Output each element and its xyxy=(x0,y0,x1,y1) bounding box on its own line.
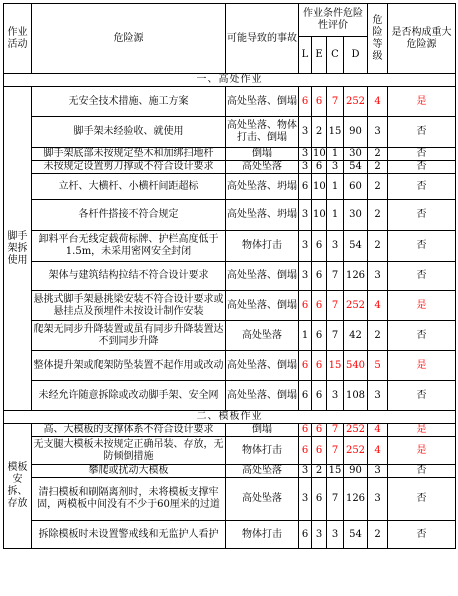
accident-cell: 物体打击 xyxy=(226,231,299,262)
hazard-cell: 各杆件搭接不符合规定 xyxy=(32,200,226,231)
c-cell: 7 xyxy=(327,321,344,351)
c-cell: 7 xyxy=(327,478,344,521)
header-major: 是否构成重大危险源 xyxy=(388,4,456,74)
l-cell: 1 xyxy=(299,321,312,351)
c-cell: 3 xyxy=(327,231,344,262)
level-cell: 4 xyxy=(368,87,388,117)
e-cell: 6 xyxy=(312,291,327,321)
e-cell: 6 xyxy=(312,437,327,465)
accident-cell: 高处坠落 xyxy=(226,465,299,478)
d-cell: 108 xyxy=(344,381,368,411)
e-cell: 10 xyxy=(312,174,327,200)
table-row xyxy=(4,465,456,478)
major-cell: 是 xyxy=(388,424,456,437)
c-cell: 3 xyxy=(327,521,344,549)
l-cell: 3 xyxy=(299,262,312,291)
hazard-cell: 未经允许随意拆除或改动脚手架、安全网 xyxy=(32,381,226,411)
accident-cell: 高处坠落、坍塌 xyxy=(226,174,299,200)
hazard-cell: 无支腿大模板未按规定正确吊装、存放，无防倾倒措施 xyxy=(32,437,226,465)
e-cell: 6 xyxy=(312,161,327,174)
d-cell: 540 xyxy=(344,351,368,381)
l-cell: 6 xyxy=(299,87,312,117)
hazard-cell: 未按规定设置剪刀撑或不符合设计要求 xyxy=(32,161,226,174)
c-cell: 3 xyxy=(327,161,344,174)
level-cell: 5 xyxy=(368,351,388,381)
header-C: C xyxy=(327,37,344,74)
major-cell: 否 xyxy=(388,381,456,411)
table-row xyxy=(4,231,456,262)
hazard-cell: 爬架无同步升降装置或虽有同步升降装置达不到同步升降 xyxy=(32,321,226,351)
accident-cell: 高处坠落、坍塌 xyxy=(226,200,299,231)
e-cell: 2 xyxy=(312,117,327,148)
hazard-cell: 清扫模板和刷隔离剂时，未将模板支撑牢固，两模板中间没有不少于60厘米的过道 xyxy=(32,478,226,521)
table-row xyxy=(4,174,456,200)
table-row xyxy=(4,262,456,291)
c-cell: 1 xyxy=(327,174,344,200)
level-cell: 3 xyxy=(368,478,388,521)
table-row xyxy=(4,117,456,148)
e-cell: 6 xyxy=(312,87,327,117)
table-row xyxy=(4,521,456,549)
header-row-1 xyxy=(4,4,456,37)
c-cell: 7 xyxy=(327,437,344,465)
c-cell: 7 xyxy=(327,424,344,437)
accident-cell: 物体打击 xyxy=(226,521,299,549)
major-cell: 否 xyxy=(388,521,456,549)
accident-cell: 高处坠落、物体打击、倒塌 xyxy=(226,117,299,148)
table-row xyxy=(4,148,456,161)
major-cell: 否 xyxy=(388,478,456,521)
level-cell: 2 xyxy=(368,174,388,200)
c-cell: 7 xyxy=(327,87,344,117)
level-cell: 2 xyxy=(368,148,388,161)
header-L: L xyxy=(299,37,312,74)
l-cell: 3 xyxy=(299,478,312,521)
hazard-cell: 攀爬或扰动大模板 xyxy=(32,465,226,478)
section-row xyxy=(4,411,456,424)
e-cell: 10 xyxy=(312,200,327,231)
c-cell: 15 xyxy=(327,117,344,148)
header-D: D xyxy=(344,37,368,74)
header-E: E xyxy=(312,37,327,74)
activity-cell: 模板安拆、存放 xyxy=(4,424,32,549)
d-cell: 126 xyxy=(344,262,368,291)
c-cell: 15 xyxy=(327,351,344,381)
e-cell: 6 xyxy=(312,262,327,291)
level-cell: 2 xyxy=(368,200,388,231)
d-cell: 42 xyxy=(344,321,368,351)
header-accident: 可能导致的事故 xyxy=(226,4,299,74)
level-cell: 3 xyxy=(368,465,388,478)
level-cell: 2 xyxy=(368,161,388,174)
section-row xyxy=(4,74,456,87)
e-cell: 6 xyxy=(312,321,327,351)
table-row xyxy=(4,381,456,411)
hazard-cell: 立杆、大横杆、小横杆间距超标 xyxy=(32,174,226,200)
l-cell: 3 xyxy=(299,117,312,148)
l-cell: 6 xyxy=(299,291,312,321)
l-cell: 6 xyxy=(299,381,312,411)
major-cell: 否 xyxy=(388,321,456,351)
accident-cell: 物体打击 xyxy=(226,437,299,465)
hazard-cell: 脚手架未经验收、就使用 xyxy=(32,117,226,148)
e-cell: 10 xyxy=(313,148,326,159)
hazard-cell: 悬挑式脚手架悬挑梁安装不符合设计要求或悬挂点及预埋件未按设计制作安装 xyxy=(32,291,226,321)
major-cell: 否 xyxy=(388,117,456,148)
major-cell: 否 xyxy=(388,262,456,291)
d-cell: 252 xyxy=(344,424,368,437)
major-cell: 是 xyxy=(388,351,456,381)
table-row xyxy=(4,351,456,381)
hazard-cell: 脚手架底部未按规定垫木和加绑扫地杆 xyxy=(32,148,226,161)
d-cell: 54 xyxy=(344,161,368,174)
d-cell: 252 xyxy=(344,291,368,321)
table-row xyxy=(4,291,456,321)
major-cell: 是 xyxy=(388,87,456,117)
major-cell: 否 xyxy=(388,174,456,200)
e-cell: 3 xyxy=(312,521,327,549)
level-cell: 4 xyxy=(368,291,388,321)
hazard-cell: 高、大模板的支撑体系不符合设计要求 xyxy=(32,424,226,437)
e-cell: 6 xyxy=(312,478,327,521)
l-cell: 6 xyxy=(299,424,312,437)
major-cell: 是 xyxy=(388,437,456,465)
section-title: 二、模板作业 xyxy=(4,411,456,424)
activity-cell: 脚手架拆使用 xyxy=(4,87,32,411)
accident-cell: 高处坠落 xyxy=(226,161,299,174)
major-cell: 否 xyxy=(388,148,456,161)
l-cell: 3 xyxy=(299,200,312,231)
l-cell: 3 xyxy=(299,465,312,478)
hazard-cell: 整体提升架或爬架防坠装置不起作用或改动 xyxy=(32,351,226,381)
level-cell: 3 xyxy=(368,262,388,291)
l-cell: 6 xyxy=(299,521,312,549)
table-row xyxy=(4,200,456,231)
e-cell: 6 xyxy=(312,424,327,437)
hazard-cell: 架体与建筑结构拉结不符合设计要求 xyxy=(32,262,226,291)
e-cell: 6 xyxy=(312,381,327,411)
accident-cell: 高处坠落、倒塌 xyxy=(226,381,299,411)
table-row xyxy=(4,437,456,465)
c-cell: 1 xyxy=(327,200,344,231)
level-cell: 4 xyxy=(368,424,388,437)
table-row xyxy=(4,161,456,174)
l-cell: 6 xyxy=(299,174,312,200)
e-cell: 2 xyxy=(312,465,327,478)
level-cell: 2 xyxy=(368,321,388,351)
major-cell: 否 xyxy=(388,465,456,478)
d-cell: 252 xyxy=(344,87,368,117)
accident-cell: 高处坠落、倒塌 xyxy=(226,87,299,117)
accident-cell: 倒塌 xyxy=(226,148,299,161)
hazard-cell: 无安全技术措施、施工方案 xyxy=(32,87,226,117)
table-row xyxy=(4,87,456,117)
accident-cell: 高处坠落、倒塌 xyxy=(226,351,299,381)
l-cell: 6 xyxy=(299,351,312,381)
accident-cell: 高处坠落、倒塌 xyxy=(226,262,299,291)
c-cell: 15 xyxy=(327,465,344,478)
header-eval: 作业条件危险性评价 xyxy=(299,4,368,37)
level-cell: 2 xyxy=(368,521,388,549)
c-cell: 7 xyxy=(327,291,344,321)
header-hazard: 危险源 xyxy=(32,4,226,74)
level-cell: 4 xyxy=(368,437,388,465)
header-level: 危险等级 xyxy=(368,4,388,74)
d-cell: 54 xyxy=(344,231,368,262)
section-title: 一、高处作业 xyxy=(4,74,456,87)
accident-cell: 倒塌 xyxy=(226,424,299,437)
e-cell: 6 xyxy=(312,231,327,262)
accident-cell: 高处坠落 xyxy=(226,478,299,521)
major-cell: 是 xyxy=(388,291,456,321)
d-cell: 252 xyxy=(344,437,368,465)
table-row xyxy=(4,478,456,521)
risk-table-container xyxy=(3,3,456,549)
hazard-evaluation-table xyxy=(3,3,456,549)
l-cell: 3 xyxy=(299,161,312,174)
d-cell: 30 xyxy=(344,200,368,231)
major-cell: 否 xyxy=(388,231,456,262)
l-cell: 6 xyxy=(299,437,312,465)
level-cell: 3 xyxy=(368,381,388,411)
c-cell: 1 xyxy=(327,148,344,161)
d-cell: 90 xyxy=(344,465,368,478)
d-cell: 54 xyxy=(344,521,368,549)
accident-cell: 高处坠落、倒塌 xyxy=(226,291,299,321)
d-cell: 60 xyxy=(344,174,368,200)
c-cell: 3 xyxy=(327,381,344,411)
d-cell: 30 xyxy=(344,148,368,161)
major-cell: 否 xyxy=(388,161,456,174)
d-cell: 126 xyxy=(344,478,368,521)
accident-cell: 高处坠落 xyxy=(226,321,299,351)
header-activity: 作业活动 xyxy=(4,4,32,74)
level-cell: 3 xyxy=(368,117,388,148)
c-cell: 7 xyxy=(327,262,344,291)
major-cell: 否 xyxy=(388,200,456,231)
level-cell: 2 xyxy=(368,231,388,262)
hazard-cell: 卸料平台无线定载荷标牌、护栏高度低于1.5m，未采用密网安全封闭 xyxy=(32,231,226,262)
e-cell: 6 xyxy=(312,351,327,381)
table-row xyxy=(4,321,456,351)
d-cell: 90 xyxy=(344,117,368,148)
hazard-cell: 拆除模板时未设置警戒线和无监护人看护 xyxy=(32,521,226,549)
l-cell: 3 xyxy=(299,148,312,161)
table-row xyxy=(4,424,456,437)
l-cell: 3 xyxy=(299,231,312,262)
